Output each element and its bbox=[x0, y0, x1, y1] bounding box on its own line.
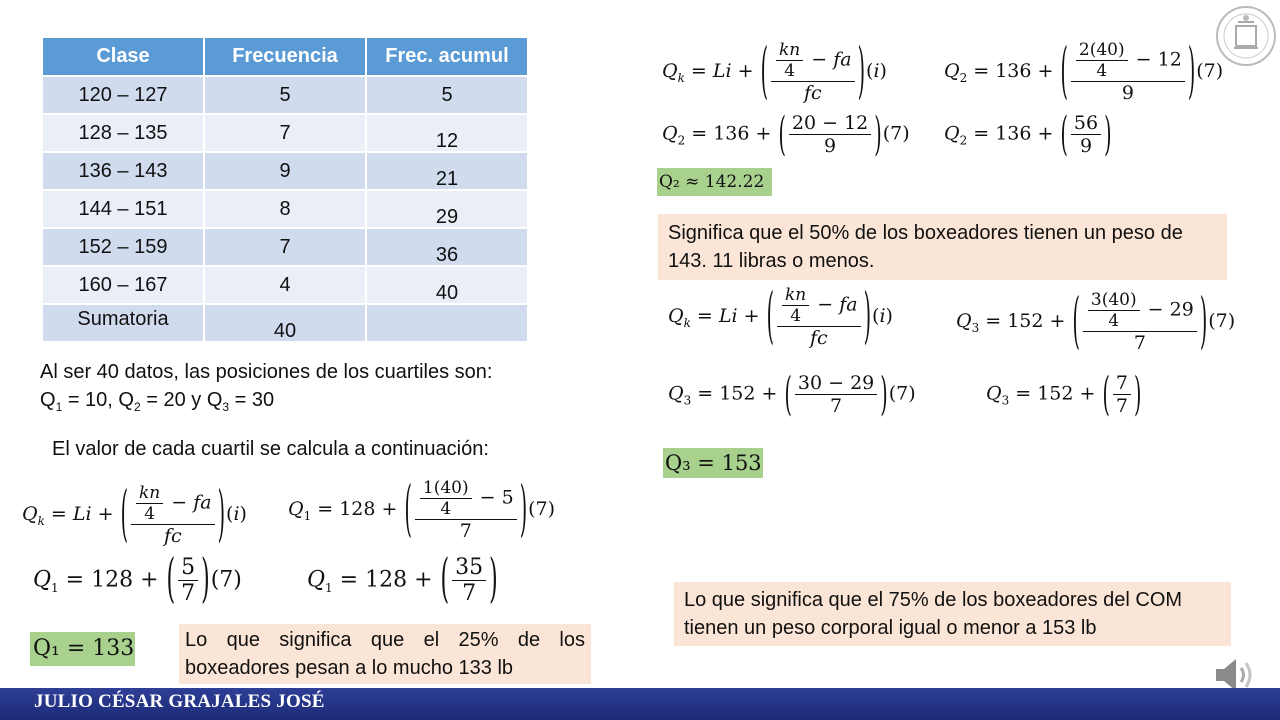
formula-q1-substituted: $Q_1 = 128$ + ( $\frac{1(40)}{4}$ − 5 7 )(7) bbox=[288, 474, 556, 546]
cell-frecuencia: 7 bbox=[204, 228, 366, 266]
cell-clase: 144 – 151 bbox=[42, 190, 204, 228]
cell-sumatoria-value: 40 bbox=[204, 304, 366, 342]
cell-frecuencia: 4 bbox=[204, 266, 366, 304]
author-name: JULIO CÉSAR GRAJALES JOSÉ bbox=[34, 691, 325, 712]
cell-acumulada: 5 bbox=[366, 76, 528, 114]
q3-result: Q₃ = 153 bbox=[663, 448, 763, 478]
cell-frecuencia: 8 bbox=[204, 190, 366, 228]
cell-clase: 136 – 143 bbox=[42, 152, 204, 190]
cell-frecuencia: 5 bbox=[204, 76, 366, 114]
cell-acumulada: 21 bbox=[366, 152, 528, 190]
table-row bbox=[42, 76, 528, 114]
q1-result: Q₁ = 133 bbox=[30, 632, 135, 666]
cell-clase: 128 – 135 bbox=[42, 114, 204, 152]
table-row bbox=[42, 228, 528, 266]
formula-q2-substituted: $Q_2 = 136$ + ( $\frac{2(40)}{4}$ − 12 9 )(7) bbox=[944, 36, 1224, 108]
table-row bbox=[42, 114, 528, 152]
cell-frecuencia: 9 bbox=[204, 152, 366, 190]
formula-general-q2: $Q_k = Li$ + ( $\frac{kn}{4}$ − fa fc )(i) bbox=[662, 36, 887, 108]
header-frec-acumul: Frec. acumul bbox=[366, 37, 528, 76]
formula-q3-substituted: $Q_3 = 152$ + ( $\frac{3(40)}{4}$ − 29 7 )(7) bbox=[956, 286, 1236, 358]
institution-logo bbox=[1214, 4, 1278, 68]
formula-q3-step2: $Q_3 = 152$ + ( $\frac{30 - 29}{7}$ )(7) bbox=[668, 368, 916, 421]
cell-empty bbox=[366, 304, 528, 342]
q2-result: Q₂ ≈ 142.22 bbox=[657, 168, 772, 196]
q1-note: Lo que significa que el 25% de los boxeadores pesan a lo mucho 133 lb bbox=[179, 624, 591, 684]
formula-general-q3: $Q_k = Li$ + ( $\frac{kn}{4}$ − fa fc )(i) bbox=[668, 281, 893, 353]
table-row bbox=[42, 266, 528, 304]
cell-acumulada: 36 bbox=[366, 228, 528, 266]
footer-bar bbox=[0, 688, 1280, 720]
frequency-table bbox=[41, 36, 529, 343]
intro-line-2: $Q_1 = 10$, $Q_2 = 20$ y $Q_3 = 30$ bbox=[40, 389, 275, 414]
formula-q3-step3: $Q_3 = 152$ + ( $\frac{7}{7}$ ) bbox=[986, 368, 1142, 421]
formula-general-q1: $Q_k = Li$ + ( $\frac{kn}{4}$ − fa fc )(i) bbox=[22, 479, 247, 551]
q3-note: Lo que significa que el 75% de los boxeadores del COM tienen un peso corporal igual o menor a 153 lb bbox=[674, 582, 1231, 646]
formula-q1-step3: $Q_1 = 128$ + ( $\frac{35}{7}$ ) bbox=[307, 550, 498, 611]
header-clase: Clase bbox=[42, 37, 204, 76]
cell-acumulada: 29 bbox=[366, 190, 528, 228]
intro-line-1: Al ser 40 datos, las posiciones de los cuartiles son: bbox=[40, 361, 493, 383]
cell-acumulada: 40 bbox=[366, 266, 528, 304]
table-row bbox=[42, 152, 528, 190]
cell-sumatoria-label: Sumatoria bbox=[42, 304, 204, 342]
q2-note: Significa que el 50% de los boxeadores tienen un peso de 143. 11 libras o menos. bbox=[658, 214, 1227, 280]
formula-q2-step2: $Q_2 = 136$ + ( $\frac{20 - 12}{9}$ )(7) bbox=[662, 108, 910, 161]
table-row bbox=[42, 190, 528, 228]
cell-clase: 120 – 127 bbox=[42, 76, 204, 114]
intro-line-3: El valor de cada cuartil se calcula a continuación: bbox=[52, 438, 489, 460]
header-frecuencia: Frecuencia bbox=[204, 37, 366, 76]
table-header-row bbox=[42, 37, 528, 76]
cell-acumulada: 12 bbox=[366, 114, 528, 152]
cell-clase: 152 – 159 bbox=[42, 228, 204, 266]
cell-frecuencia: 7 bbox=[204, 114, 366, 152]
formula-q1-step2: $Q_1 = 128$ + ( $\frac{5}{7}$ )(7) bbox=[33, 550, 242, 611]
seal-icon bbox=[1214, 4, 1278, 68]
cell-clase: 160 – 167 bbox=[42, 266, 204, 304]
formula-q2-step3: $Q_2 = 136$ + ( $\frac{56}{9}$ ) bbox=[944, 108, 1112, 161]
table-row-sum bbox=[42, 304, 528, 342]
